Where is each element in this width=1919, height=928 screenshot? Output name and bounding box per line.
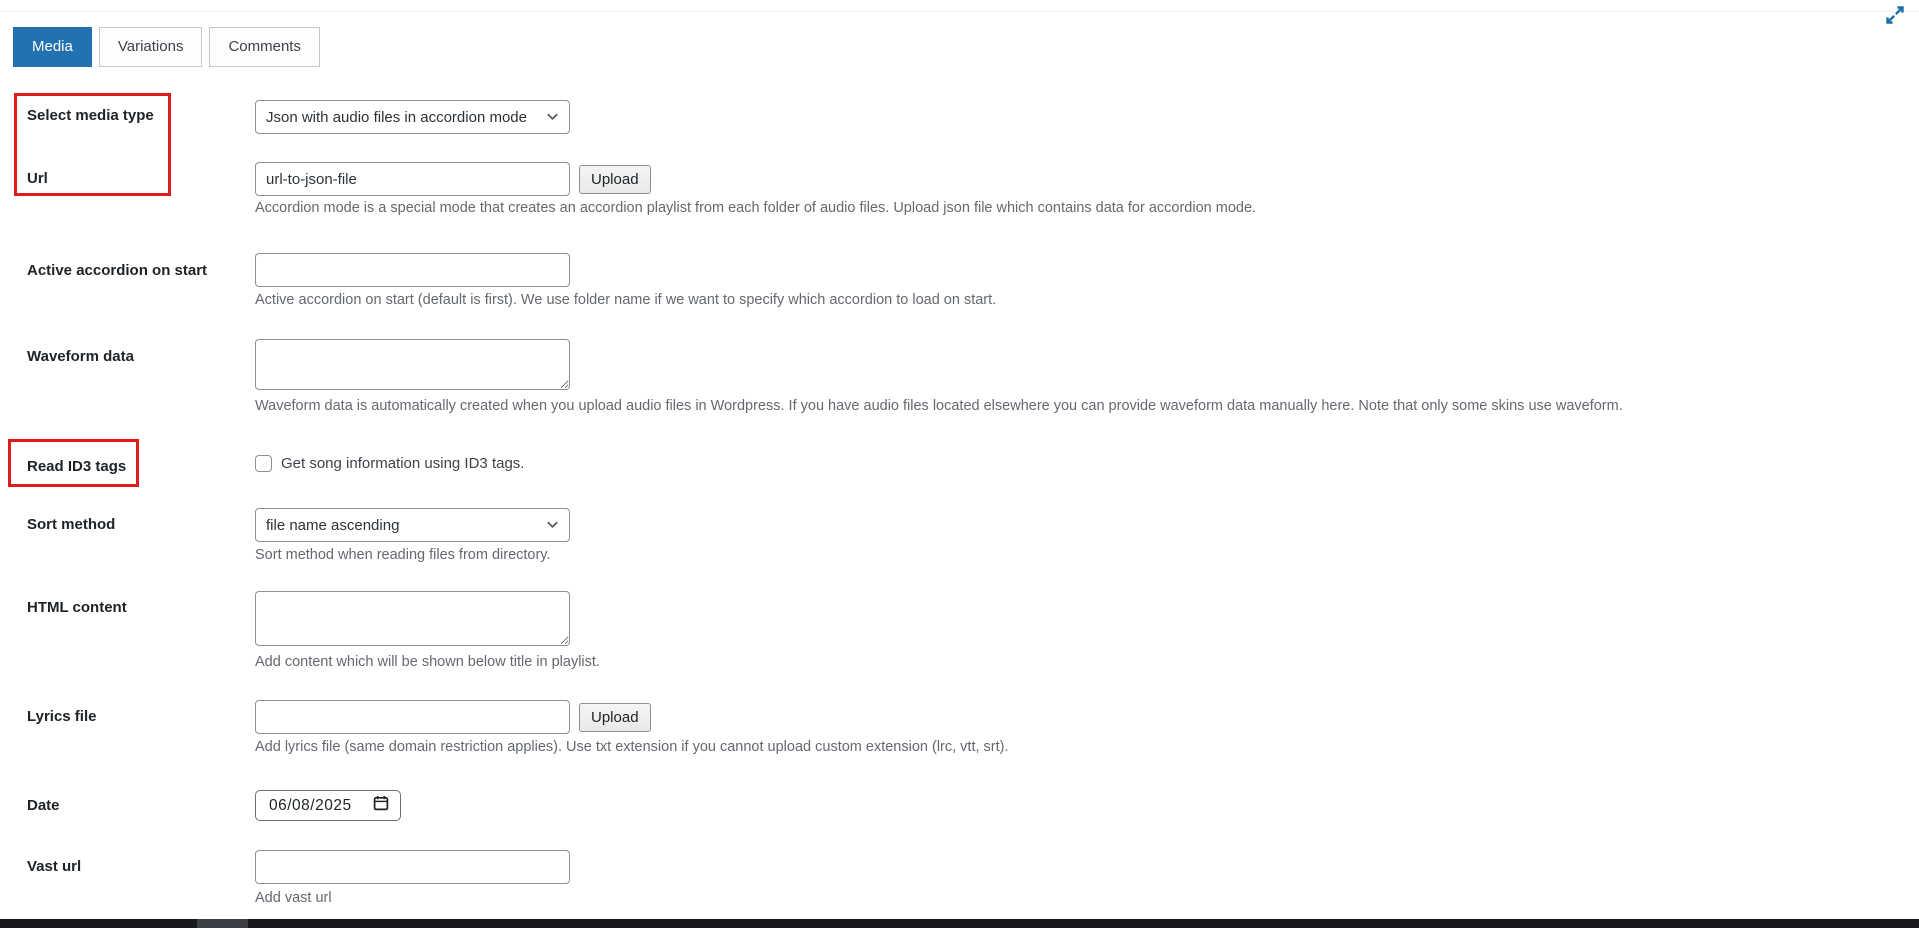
html-content-textarea[interactable] bbox=[255, 591, 570, 646]
vast-url-help-text: Add vast url bbox=[255, 890, 332, 906]
url-label: Url bbox=[27, 170, 48, 187]
html-content-label: HTML content bbox=[27, 599, 127, 616]
tab-media[interactable]: Media bbox=[13, 27, 92, 67]
lyrics-upload-button[interactable]: Upload bbox=[579, 703, 651, 732]
horizontal-scrollbar-thumb[interactable] bbox=[197, 919, 248, 928]
sort-method-select-wrap bbox=[255, 508, 570, 542]
url-input[interactable] bbox=[255, 162, 570, 196]
top-divider bbox=[0, 11, 1919, 12]
calendar-icon[interactable] bbox=[373, 795, 389, 816]
url-help-text: Accordion mode is a special mode that creates an accordion playlist from each folder of audio files. Upload json file which contains data for accordion mode. bbox=[255, 200, 1257, 216]
active-accordion-label: Active accordion on start bbox=[27, 262, 208, 279]
date-input[interactable] bbox=[255, 790, 401, 821]
vast-url-label: Vast url bbox=[27, 858, 82, 875]
read-id3-checkbox[interactable] bbox=[255, 455, 272, 472]
expand-fullscreen-button[interactable] bbox=[1884, 4, 1908, 28]
sort-method-help-text: Sort method when reading files from directory. bbox=[255, 547, 551, 563]
tab-comments[interactable]: Comments bbox=[209, 27, 320, 67]
date-value: 06/08/2025 bbox=[269, 796, 352, 814]
waveform-textarea[interactable] bbox=[255, 339, 570, 390]
expand-icon bbox=[1884, 13, 1906, 30]
tab-variations[interactable]: Variations bbox=[99, 27, 203, 67]
vast-url-input[interactable] bbox=[255, 850, 570, 884]
lyrics-help-text: Add lyrics file (same domain restriction applies). Use txt extension if you cannot upload custom extension (lrc, vtt, srt). bbox=[255, 739, 1009, 755]
active-accordion-help-text: Active accordion on start (default is first). We use folder name if we want to specify which accordion to load on start. bbox=[255, 292, 997, 308]
lyrics-file-label: Lyrics file bbox=[27, 708, 97, 725]
sort-method-select[interactable] bbox=[255, 508, 570, 542]
active-accordion-input[interactable] bbox=[255, 253, 570, 287]
media-type-label: Select media type bbox=[27, 107, 154, 124]
tab-bar bbox=[13, 27, 320, 67]
read-id3-checkbox-label: Get song information using ID3 tags. bbox=[281, 455, 525, 472]
horizontal-scrollbar-track[interactable] bbox=[0, 919, 1919, 928]
media-type-select[interactable] bbox=[255, 100, 570, 134]
waveform-label: Waveform data bbox=[27, 348, 134, 365]
media-type-select-wrap bbox=[255, 100, 570, 134]
html-content-help-text: Add content which will be shown below title in playlist. bbox=[255, 654, 600, 670]
lyrics-file-input[interactable] bbox=[255, 700, 570, 734]
sort-method-label: Sort method bbox=[27, 516, 116, 533]
date-label: Date bbox=[27, 797, 60, 814]
waveform-help-text: Waveform data is automatically created when you upload audio files in Wordpress. If you have audio files located elsewhere you can provide waveform data manually here. Note that only some skins use waveform. bbox=[255, 398, 1623, 414]
read-id3-label: Read ID3 tags bbox=[27, 458, 127, 475]
url-upload-button[interactable]: Upload bbox=[579, 165, 651, 194]
